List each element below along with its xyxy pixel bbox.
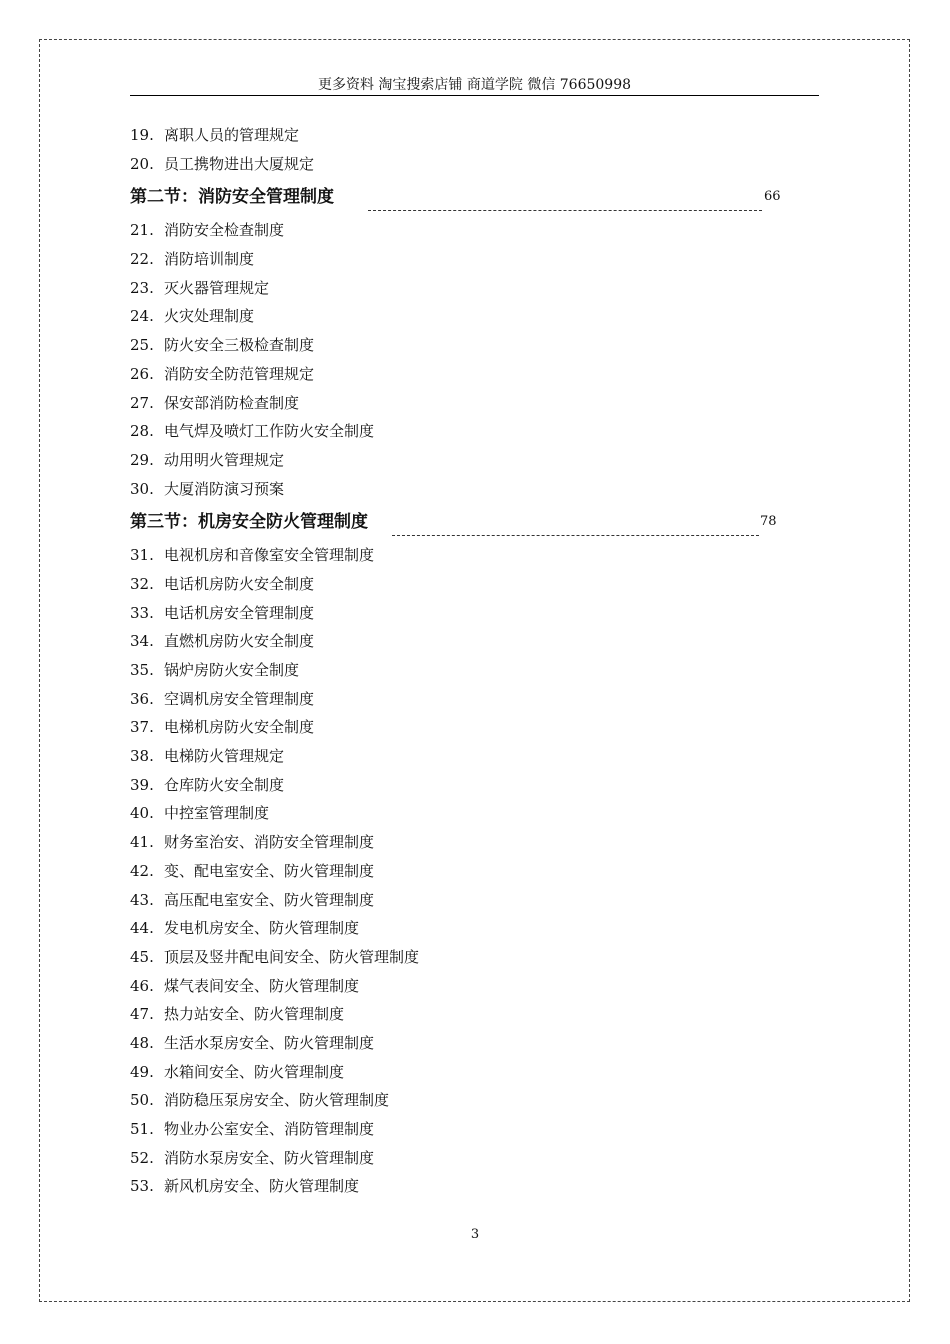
item-number: 27. [130, 393, 154, 412]
toc-item[interactable] [130, 121, 819, 150]
dot-leader [368, 210, 762, 211]
toc-item[interactable] [130, 914, 819, 943]
item-title: 发电机房安全、防火管理制度 [164, 919, 360, 938]
item-number: 44. [130, 919, 154, 938]
item-number: 48. [130, 1033, 154, 1052]
item-number: 32. [130, 574, 154, 593]
toc-item[interactable] [130, 972, 819, 1001]
section-page-number: 66 [764, 189, 781, 205]
toc-item[interactable] [130, 570, 819, 599]
item-title: 物业办公室安全、消防管理制度 [164, 1120, 375, 1138]
toc-item[interactable] [130, 216, 819, 245]
item-title: 锅炉房防火安全制度 [164, 661, 300, 679]
item-title: 变、配电室安全、防火管理制度 [164, 861, 375, 880]
item-number: 39. [130, 775, 154, 794]
item-number: 31. [130, 546, 154, 565]
toc-section-3[interactable] [130, 503, 819, 541]
item-title: 保安部消防检查制度 [164, 393, 300, 412]
toc-item[interactable] [130, 886, 819, 915]
item-number: 46. [130, 976, 154, 995]
section-title: 第三节：机房安全防火管理制度 [130, 512, 368, 533]
toc-item[interactable] [130, 627, 819, 656]
item-number: 52. [130, 1148, 154, 1167]
toc-item[interactable] [130, 389, 819, 418]
toc-item[interactable] [130, 943, 819, 972]
toc-item[interactable] [130, 331, 819, 360]
item-title: 电梯防火管理规定 [164, 747, 285, 766]
item-number: 33. [130, 603, 154, 622]
item-number: 23. [130, 278, 154, 297]
item-number: 40. [130, 804, 154, 823]
page-header: 更多资料 淘宝搜索店铺 商道学院 微信 76650998 [317, 77, 632, 93]
toc-item[interactable] [130, 360, 819, 389]
toc-item[interactable] [130, 656, 819, 685]
item-title: 高压配电室安全、防火管理制度 [164, 890, 375, 909]
item-number: 41. [130, 833, 154, 852]
toc-item[interactable] [130, 245, 819, 274]
item-title: 电视机房和音像室安全管理制度 [164, 546, 375, 565]
toc-item[interactable] [130, 541, 819, 570]
toc-group-c [130, 541, 819, 1201]
toc-item[interactable] [130, 1086, 819, 1115]
item-title: 电梯机房防火安全制度 [164, 718, 315, 737]
item-title: 直燃机房防火安全制度 [164, 632, 315, 651]
item-title: 空调机房安全管理制度 [164, 689, 315, 708]
item-title: 火灾处理制度 [164, 307, 255, 326]
item-title: 防火安全三极检查制度 [164, 336, 315, 355]
item-title: 煤气表间安全、防火管理制度 [164, 976, 360, 995]
item-title: 消防培训制度 [164, 250, 255, 269]
toc-item[interactable] [130, 1172, 819, 1201]
item-number: 43. [130, 890, 154, 909]
toc-item[interactable] [130, 150, 819, 179]
item-number: 30. [130, 479, 154, 498]
item-title: 仓库防火安全制度 [164, 775, 285, 794]
item-title: 电话机房防火安全制度 [164, 574, 315, 593]
item-title: 消防稳压泵房安全、防火管理制度 [164, 1091, 390, 1110]
toc-item[interactable] [130, 1115, 819, 1144]
item-title: 离职人员的管理规定 [164, 126, 300, 144]
item-number: 47. [130, 1005, 154, 1024]
item-title: 财务室治安、消防安全管理制度 [164, 833, 375, 852]
toc-item[interactable] [130, 685, 819, 714]
item-number: 37. [130, 718, 154, 737]
item-number: 36. [130, 689, 154, 708]
item-number: 49. [130, 1062, 154, 1081]
toc-item[interactable] [130, 417, 819, 446]
item-title: 热力站安全、防火管理制度 [164, 1005, 345, 1024]
item-title: 新风机房安全、防火管理制度 [164, 1177, 360, 1196]
item-title: 员工携物进出大厦规定 [164, 154, 315, 173]
item-title: 顶层及竖井配电间安全、防火管理制度 [164, 947, 420, 966]
item-title: 消防安全检查制度 [164, 221, 285, 240]
section-title: 第二节：消防安全管理制度 [130, 187, 334, 208]
toc-group-a [130, 121, 819, 178]
section-page-number: 78 [760, 514, 777, 530]
item-number: 22. [130, 250, 154, 269]
toc-item[interactable] [130, 742, 819, 771]
item-title: 生活水泵房安全、防火管理制度 [164, 1033, 375, 1052]
toc-item[interactable] [130, 274, 819, 303]
item-number: 20. [130, 154, 154, 173]
item-number: 26. [130, 364, 154, 383]
item-number: 35. [130, 661, 154, 679]
toc-item[interactable] [130, 799, 819, 828]
item-number: 29. [130, 450, 154, 469]
toc-item[interactable] [130, 1000, 819, 1029]
item-title: 灭火器管理规定 [164, 278, 270, 297]
toc-item[interactable] [130, 446, 819, 475]
toc-item[interactable] [130, 713, 819, 742]
toc-item[interactable] [130, 828, 819, 857]
item-title: 中控室管理制度 [164, 804, 270, 823]
item-number: 34. [130, 632, 154, 651]
item-number: 42. [130, 861, 154, 880]
item-number: 24. [130, 307, 154, 326]
item-number: 45. [130, 947, 154, 966]
item-number: 19. [130, 126, 154, 144]
item-title: 大厦消防演习预案 [164, 479, 285, 498]
item-number: 38. [130, 747, 154, 766]
dot-leader [392, 535, 759, 536]
item-number: 21. [130, 221, 154, 240]
item-number: 50. [130, 1091, 154, 1110]
toc-item[interactable] [130, 1058, 819, 1087]
toc-section-2[interactable] [130, 178, 819, 216]
item-title: 电气焊及喷灯工作防火安全制度 [164, 422, 375, 441]
toc-item[interactable] [130, 857, 819, 886]
toc-item[interactable] [130, 599, 819, 628]
item-number: 25. [130, 336, 154, 355]
item-number: 51. [130, 1120, 154, 1138]
item-title: 消防水泵房安全、防火管理制度 [164, 1148, 375, 1167]
header-rule [130, 95, 819, 96]
item-number: 28. [130, 422, 154, 441]
item-number: 53. [130, 1177, 154, 1196]
item-title: 水箱间安全、防火管理制度 [164, 1062, 345, 1081]
item-title: 电话机房安全管理制度 [164, 603, 315, 622]
toc-list [130, 121, 819, 1201]
toc-item[interactable] [130, 475, 819, 504]
toc-item[interactable] [130, 1029, 819, 1058]
toc-group-b [130, 216, 819, 503]
toc-item[interactable] [130, 1144, 819, 1173]
page-number: 3 [470, 1227, 480, 1242]
toc-item[interactable] [130, 302, 819, 331]
toc-item[interactable] [130, 771, 819, 800]
item-title: 消防安全防范管理规定 [164, 364, 315, 383]
item-title: 动用明火管理规定 [164, 450, 285, 469]
